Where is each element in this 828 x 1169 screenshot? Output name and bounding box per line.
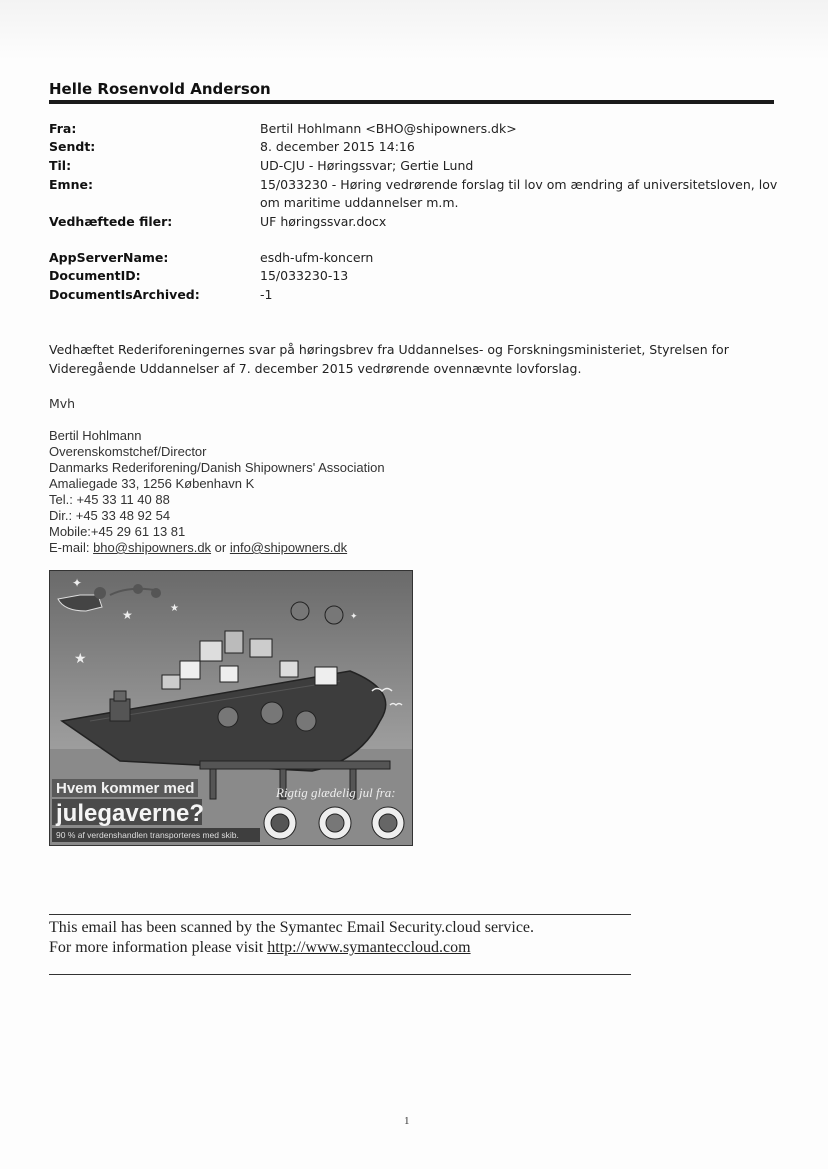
- symantec-notice: [49, 918, 534, 958]
- svg-text:✦: ✦: [350, 612, 358, 622]
- signature-dir: Dir.: +45 33 48 92 54: [49, 508, 171, 523]
- svg-text:✦: ✦: [72, 576, 83, 590]
- field-to-label: Til:: [49, 158, 72, 173]
- field-subject-value: 15/033230 - Høring vedrørende forslag til lov om ændring af universitetsloven, lov om maritime uddannelser m.m.: [260, 177, 778, 210]
- signature-mobile: Mobile:+45 29 61 13 81: [49, 524, 186, 539]
- email-or: or: [211, 540, 230, 555]
- email-link-bho[interactable]: bho@shipowners.dk: [93, 540, 212, 555]
- page-number: 1: [404, 1115, 410, 1127]
- signature-name: Bertil Hohlmann: [49, 428, 142, 443]
- email-link-info[interactable]: info@shipowners.dk: [229, 540, 348, 555]
- scan-line-1: This email has been scanned by the Symantec Email Security.cloud service.: [49, 919, 535, 936]
- banner-greeting: Rigtig glædelig jul fra:: [276, 785, 396, 800]
- field-appserver-value: esdh-ufm-koncern: [260, 250, 374, 265]
- sender-name: Helle Rosenvold Anderson: [49, 80, 271, 98]
- field-archived-label: DocumentIsArchived:: [49, 287, 200, 302]
- header-divider: [49, 100, 774, 104]
- field-subject-label: Emne:: [49, 177, 93, 192]
- association-logos: [264, 807, 404, 839]
- signature-email-line: [49, 540, 385, 556]
- email-header-fields: [49, 120, 779, 310]
- signature-address: Amaliegade 33, 1256 København K: [49, 476, 255, 491]
- email-prefix: E-mail:: [49, 540, 94, 555]
- banner-headline-2: julegaverne?: [56, 800, 205, 827]
- scan-top-divider: [49, 914, 631, 915]
- christmas-banner-image: [49, 570, 413, 846]
- signature-title: Overenskomstchef/Director: [49, 444, 207, 459]
- field-to-value: UD-CJU - Høringssvar; Gertie Lund: [260, 158, 474, 173]
- field-archived-value: -1: [260, 287, 273, 302]
- symantec-link[interactable]: http://www.symanteccloud.com: [267, 939, 471, 956]
- signature-tel: Tel.: +45 33 11 40 88: [49, 492, 170, 507]
- scan-bottom-divider: [49, 974, 631, 975]
- field-attachments-label: Vedhæftede filer:: [49, 214, 173, 229]
- page-top-shade: [0, 0, 828, 60]
- field-attachments-value[interactable]: UF høringssvar.docx: [260, 214, 387, 229]
- banner-headline-1: Hvem kommer med: [56, 780, 195, 797]
- signature-organization: Danmarks Rederiforening/Danish Shipowners' Association: [49, 460, 385, 475]
- message-body: Vedhæftet Rederiforeningernes svar på høringsbrev fra Uddannelses- og Forskningsministeriet, Styrelsen for Videregående Uddannelser af 7. december 2015 vedrørende ovennævnte lovforslag.: [49, 342, 729, 376]
- svg-text:★: ★: [122, 608, 133, 622]
- field-from-label: Fra:: [49, 121, 77, 136]
- signature-block: [49, 428, 385, 556]
- svg-text:★: ★: [74, 651, 87, 667]
- svg-text:★: ★: [170, 603, 179, 614]
- field-documentid-label: DocumentID:: [49, 268, 141, 283]
- message-closing: Mvh: [49, 396, 76, 411]
- field-sent-label: Sendt:: [49, 139, 96, 154]
- field-documentid-value: 15/033230-13: [260, 268, 349, 283]
- banner-tagline: 90 % af verdenshandlen transporteres med skib.: [56, 830, 239, 840]
- scan-line-2-prefix: For more information please visit: [49, 939, 268, 956]
- scan-line-2: [49, 938, 534, 958]
- field-appserver-label: AppServerName:: [49, 250, 169, 265]
- field-from-value: Bertil Hohlmann <BHO@shipowners.dk>: [260, 121, 517, 136]
- field-sent-value: 8. december 2015 14:16: [260, 139, 415, 154]
